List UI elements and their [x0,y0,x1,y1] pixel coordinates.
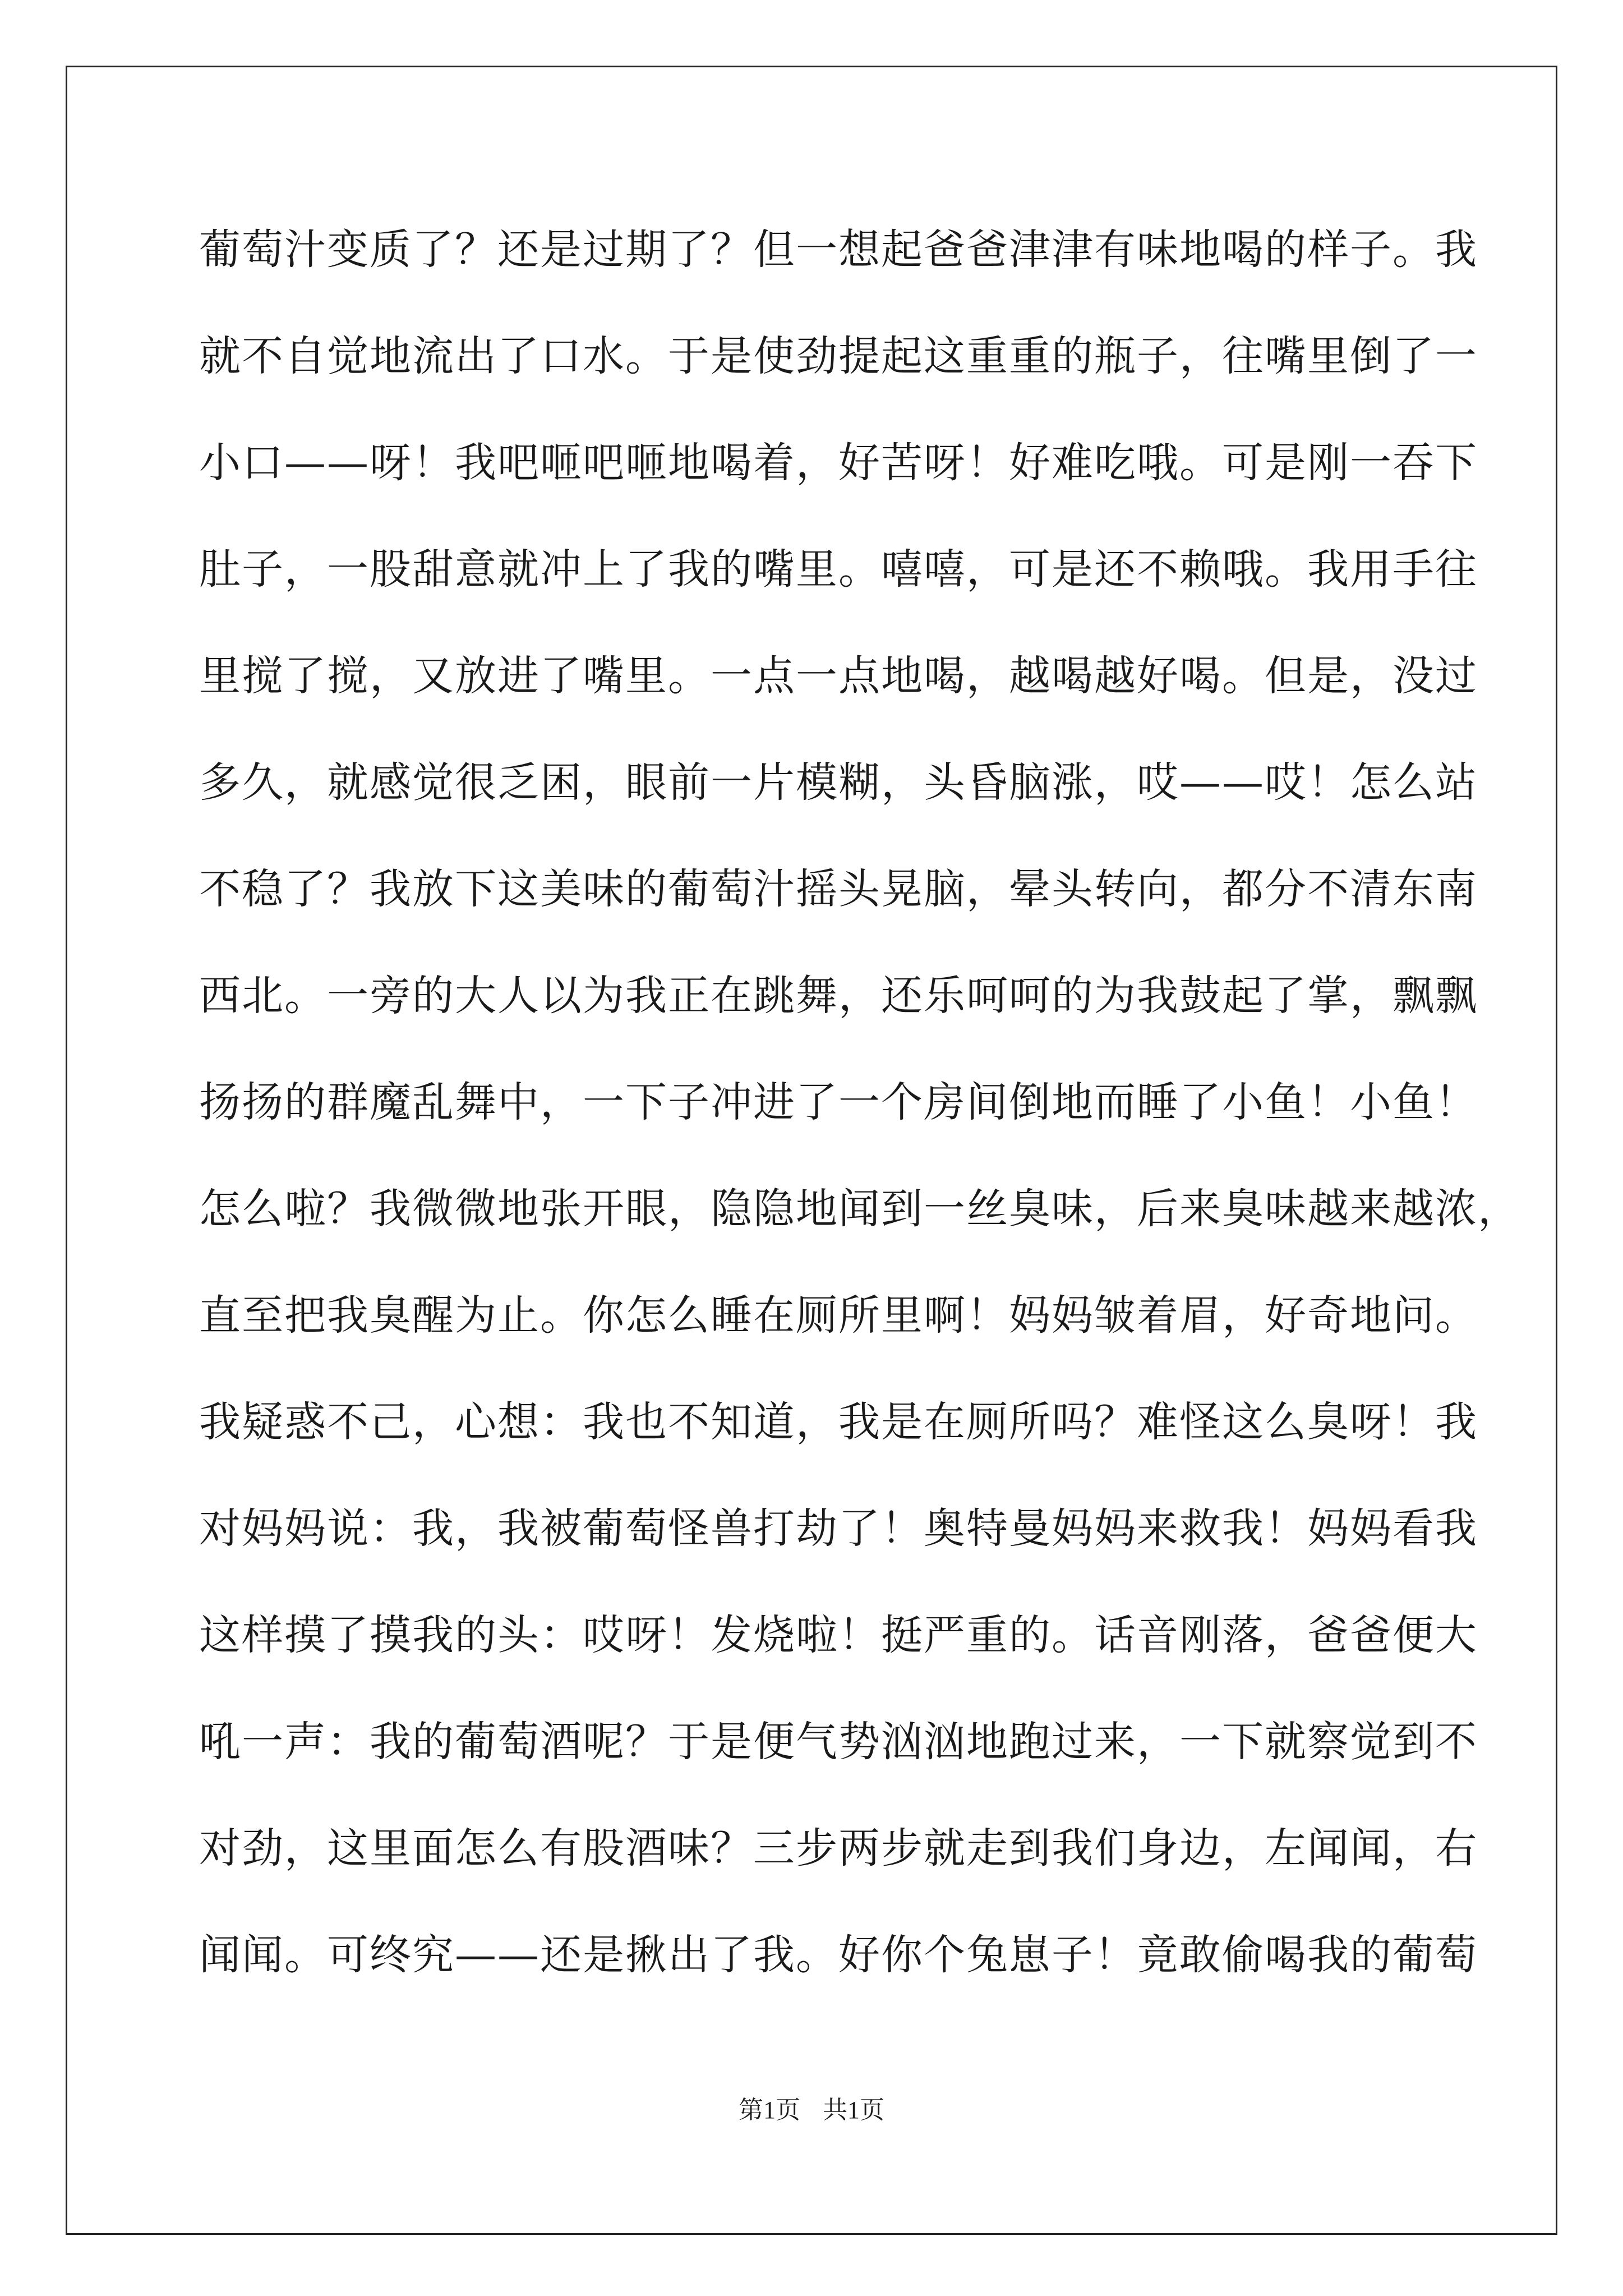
text-line: 里搅了搅，又放进了嘴里。一点一点地喝，越喝越好喝。但是，没过 [199,652,1478,700]
text-line: 小口——呀！我吧咂吧咂地喝着，好苦呀！好难吃哦。可是刚一吞下 [199,439,1478,487]
page-footer [0,2090,1623,2125]
text-line: 对劲，这里面怎么有股酒味？三步两步就走到我们身边，左闻闻，右 [199,1824,1478,1872]
text-line: 吼一声：我的葡萄酒呢？于是便气势汹汹地跑过来，一下就察觉到不 [199,1718,1478,1766]
document-body [199,216,1520,2028]
text-line: 我疑惑不己，心想：我也不知道，我是在厕所吗？难怪这么臭呀！我 [199,1398,1478,1446]
text-line: 多久，就感觉很乏困，眼前一片模糊，头昏脑涨，哎——哎！怎么站 [199,758,1478,807]
text-line: 扬扬的群魔乱舞中，一下子冲进了一个房间倒地而睡了小鱼！小鱼！ [199,1078,1478,1126]
text-line: 对妈妈说：我，我被葡萄怪兽打劫了！奥特曼妈妈来救我！妈妈看我 [199,1504,1478,1553]
text-line: 肚子，一股甜意就冲上了我的嘴里。嘻嘻，可是还不赖哦。我用手往 [199,545,1478,593]
text-line: 直至把我臭醒为止。你怎么睡在厕所里啊！妈妈皱着眉，好奇地问。 [199,1291,1478,1340]
text-line: 这样摸了摸我的头：哎呀！发烧啦！挺严重的。话音刚落，爸爸便大 [199,1611,1478,1659]
text-line: 西北。一旁的大人以为我正在跳舞，还乐呵呵的为我鼓起了掌，飘飘 [199,972,1478,1020]
text-line: 闻闻。可终究——还是揪出了我。好你个兔崽子！竟敢偷喝我的葡萄 [199,1931,1478,1979]
text-line: 就不自觉地流出了口水。于是使劲提起这重重的瓶子，往嘴里倒了一 [199,332,1478,380]
text-line: 不稳了？我放下这美味的葡萄汁摇头晃脑，晕头转向，都分不清东南 [199,865,1478,913]
page-total: 共1页 [823,2096,884,2124]
text-line: 葡萄汁变质了？还是过期了？但一想起爸爸津津有味地喝的样子。我 [199,226,1478,274]
text-line: 怎么啦？我微微地张开眼，隐隐地闻到一丝臭味，后来臭味越来越浓， [199,1185,1520,1233]
page-number: 第1页 [739,2096,800,2124]
